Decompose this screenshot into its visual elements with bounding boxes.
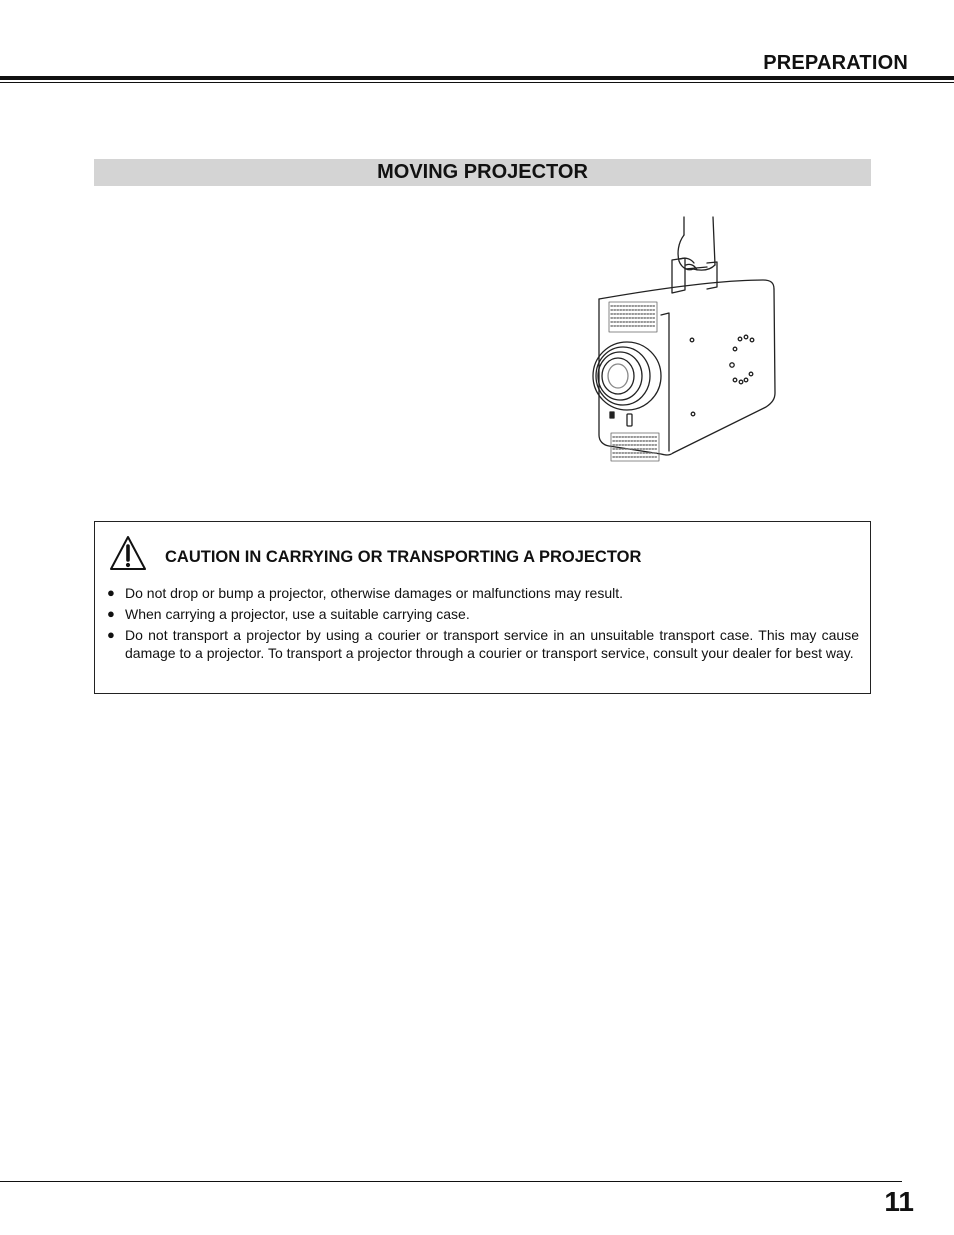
list-item [107, 605, 859, 623]
header-rule-thin [0, 82, 954, 83]
caution-item-text: Do not transport a projector by using a courier or transport service in an unsuitable transport case. This may cause damage to a projector. To transport a projector through a courier or transport service, consult your dealer for best way. [125, 627, 859, 661]
header-rule-thick [0, 76, 954, 80]
bullet-icon: ● [107, 627, 115, 642]
caution-list [107, 584, 859, 665]
section-header: PREPARATION [763, 52, 908, 74]
list-item [107, 626, 859, 662]
projector-carried-by-hand-illustration [585, 213, 785, 475]
page-number: 11 [884, 1186, 914, 1217]
warning-triangle-icon [109, 535, 147, 571]
bullet-icon: ● [107, 606, 115, 621]
footer-rule [0, 1181, 902, 1182]
caution-title: CAUTION IN CARRYING OR TRANSPORTING A PROJECTOR [165, 548, 642, 566]
caution-item-text: Do not drop or bump a projector, otherwise damages or malfunctions may result. [125, 585, 624, 601]
title-bar [94, 159, 871, 186]
bullet-icon: ● [107, 585, 115, 600]
caution-item-text: When carrying a projector, use a suitable carrying case. [125, 606, 470, 622]
list-item [107, 584, 859, 602]
caution-box [94, 521, 871, 694]
page-title: MOVING PROJECTOR [377, 161, 588, 183]
